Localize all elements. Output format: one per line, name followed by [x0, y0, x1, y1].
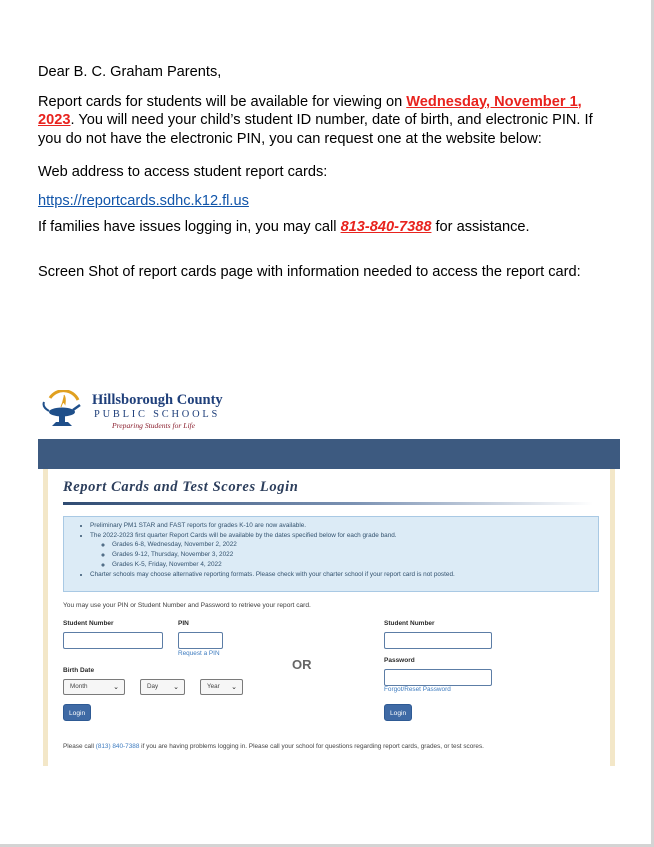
notice-subitem: ◦ Grades 9-12, Thursday, November 3, 2022 [112, 550, 598, 560]
help-note-text: Please call [63, 743, 96, 750]
pin-input[interactable] [178, 632, 223, 649]
help-note-text-rest: if you are having problems logging in. Please call your school for questions regarding report cards, grades, or test scores. [139, 743, 484, 750]
greeting: Dear B. C. Graham Parents, [38, 64, 222, 80]
request-pin-link[interactable]: Request a PIN [178, 650, 220, 657]
help-phone-link[interactable]: (813) 840-7388 [95, 743, 140, 750]
right-student-number-label: Student Number [384, 620, 435, 627]
pin-label: PIN [178, 620, 189, 627]
forgot-password-link[interactable]: Forgot/Reset Password [384, 686, 451, 693]
availability-paragraph [38, 93, 618, 149]
notice-subitem: ◦ Grades K-5, Friday, November 4, 2022 [112, 560, 598, 570]
letter-body [38, 63, 618, 281]
password-label: Password [384, 657, 415, 664]
availability-text: Report cards for students will be available for viewing on [38, 93, 407, 110]
report-cards-link[interactable]: https://reportcards.sdhc.k12.fl.us [38, 192, 249, 209]
birth-month-select[interactable] [63, 679, 125, 695]
chevron-down-icon: ⌄ [173, 684, 179, 691]
availability-date: Wednesday, November 1, 2023 [38, 93, 582, 128]
page-title: Report Cards and Test Scores Login [63, 479, 299, 495]
student-number-label: Student Number [63, 620, 114, 627]
logo-line-1: Hillsborough County [92, 392, 223, 408]
notice-item: • Preliminary PM1 STAR and FAST reports for grades K-10 are now available. [90, 521, 598, 531]
birth-date-label: Birth Date [63, 667, 95, 674]
logo-line-2: PUBLIC SCHOOLS [94, 409, 221, 420]
password-login-button[interactable]: Login [384, 704, 412, 721]
help-note [63, 743, 484, 750]
title-underline [63, 502, 593, 505]
pin-login-button[interactable]: Login [63, 704, 91, 721]
site-navbar [38, 439, 620, 469]
report-card-page-screenshot [38, 388, 620, 766]
birth-year-value: Year [207, 683, 220, 690]
birth-day-value: Day [147, 683, 159, 690]
password-input[interactable] [384, 669, 492, 686]
web-address-label: Web address to access student report cards: [38, 164, 328, 180]
birth-month-value: Month [70, 683, 88, 690]
birth-year-select[interactable] [200, 679, 243, 695]
lamp-of-learning-icon [42, 390, 84, 432]
notice-item-text: The 2022-2023 first quarter Report Cards will be available by the dates specified below for each grade band. [90, 531, 397, 539]
notice-box [63, 516, 599, 592]
notice-subitem: ◦ Grades 6-8, Wednesday, November 2, 2022 [112, 540, 598, 550]
chevron-down-icon: ⌄ [113, 684, 119, 691]
or-separator: OR [292, 657, 312, 672]
assistance-text-rest: for assistance. [431, 219, 530, 235]
notice-item: • Charter schools may choose alternative reporting formats. Please check with your charter school if your report card is not posted. [90, 570, 598, 580]
assistance-paragraph [38, 218, 618, 237]
login-intro: You may use your PIN or Student Number and Password to retrieve your report card. [63, 602, 311, 609]
availability-text-rest: . You will need your child’s student ID number, date of birth, and electronic PIN. If you do not have the electronic PIN, you can request one at the website below: [38, 112, 593, 147]
screenshot-caption: Screen Shot of report cards page with information needed to access the report card: [38, 263, 581, 280]
assistance-text: If families have issues logging in, you may call [38, 219, 341, 235]
district-logo [42, 388, 242, 434]
chevron-down-icon: ⌄ [231, 684, 237, 691]
birth-day-select[interactable] [140, 679, 185, 695]
assistance-phone: 813-840-7388 [340, 219, 432, 235]
notice-item [90, 531, 598, 570]
right-student-number-input[interactable] [384, 632, 492, 649]
login-panel [43, 469, 615, 766]
logo-tagline: Preparing Students for Life [112, 421, 196, 430]
student-number-input[interactable] [63, 632, 163, 649]
